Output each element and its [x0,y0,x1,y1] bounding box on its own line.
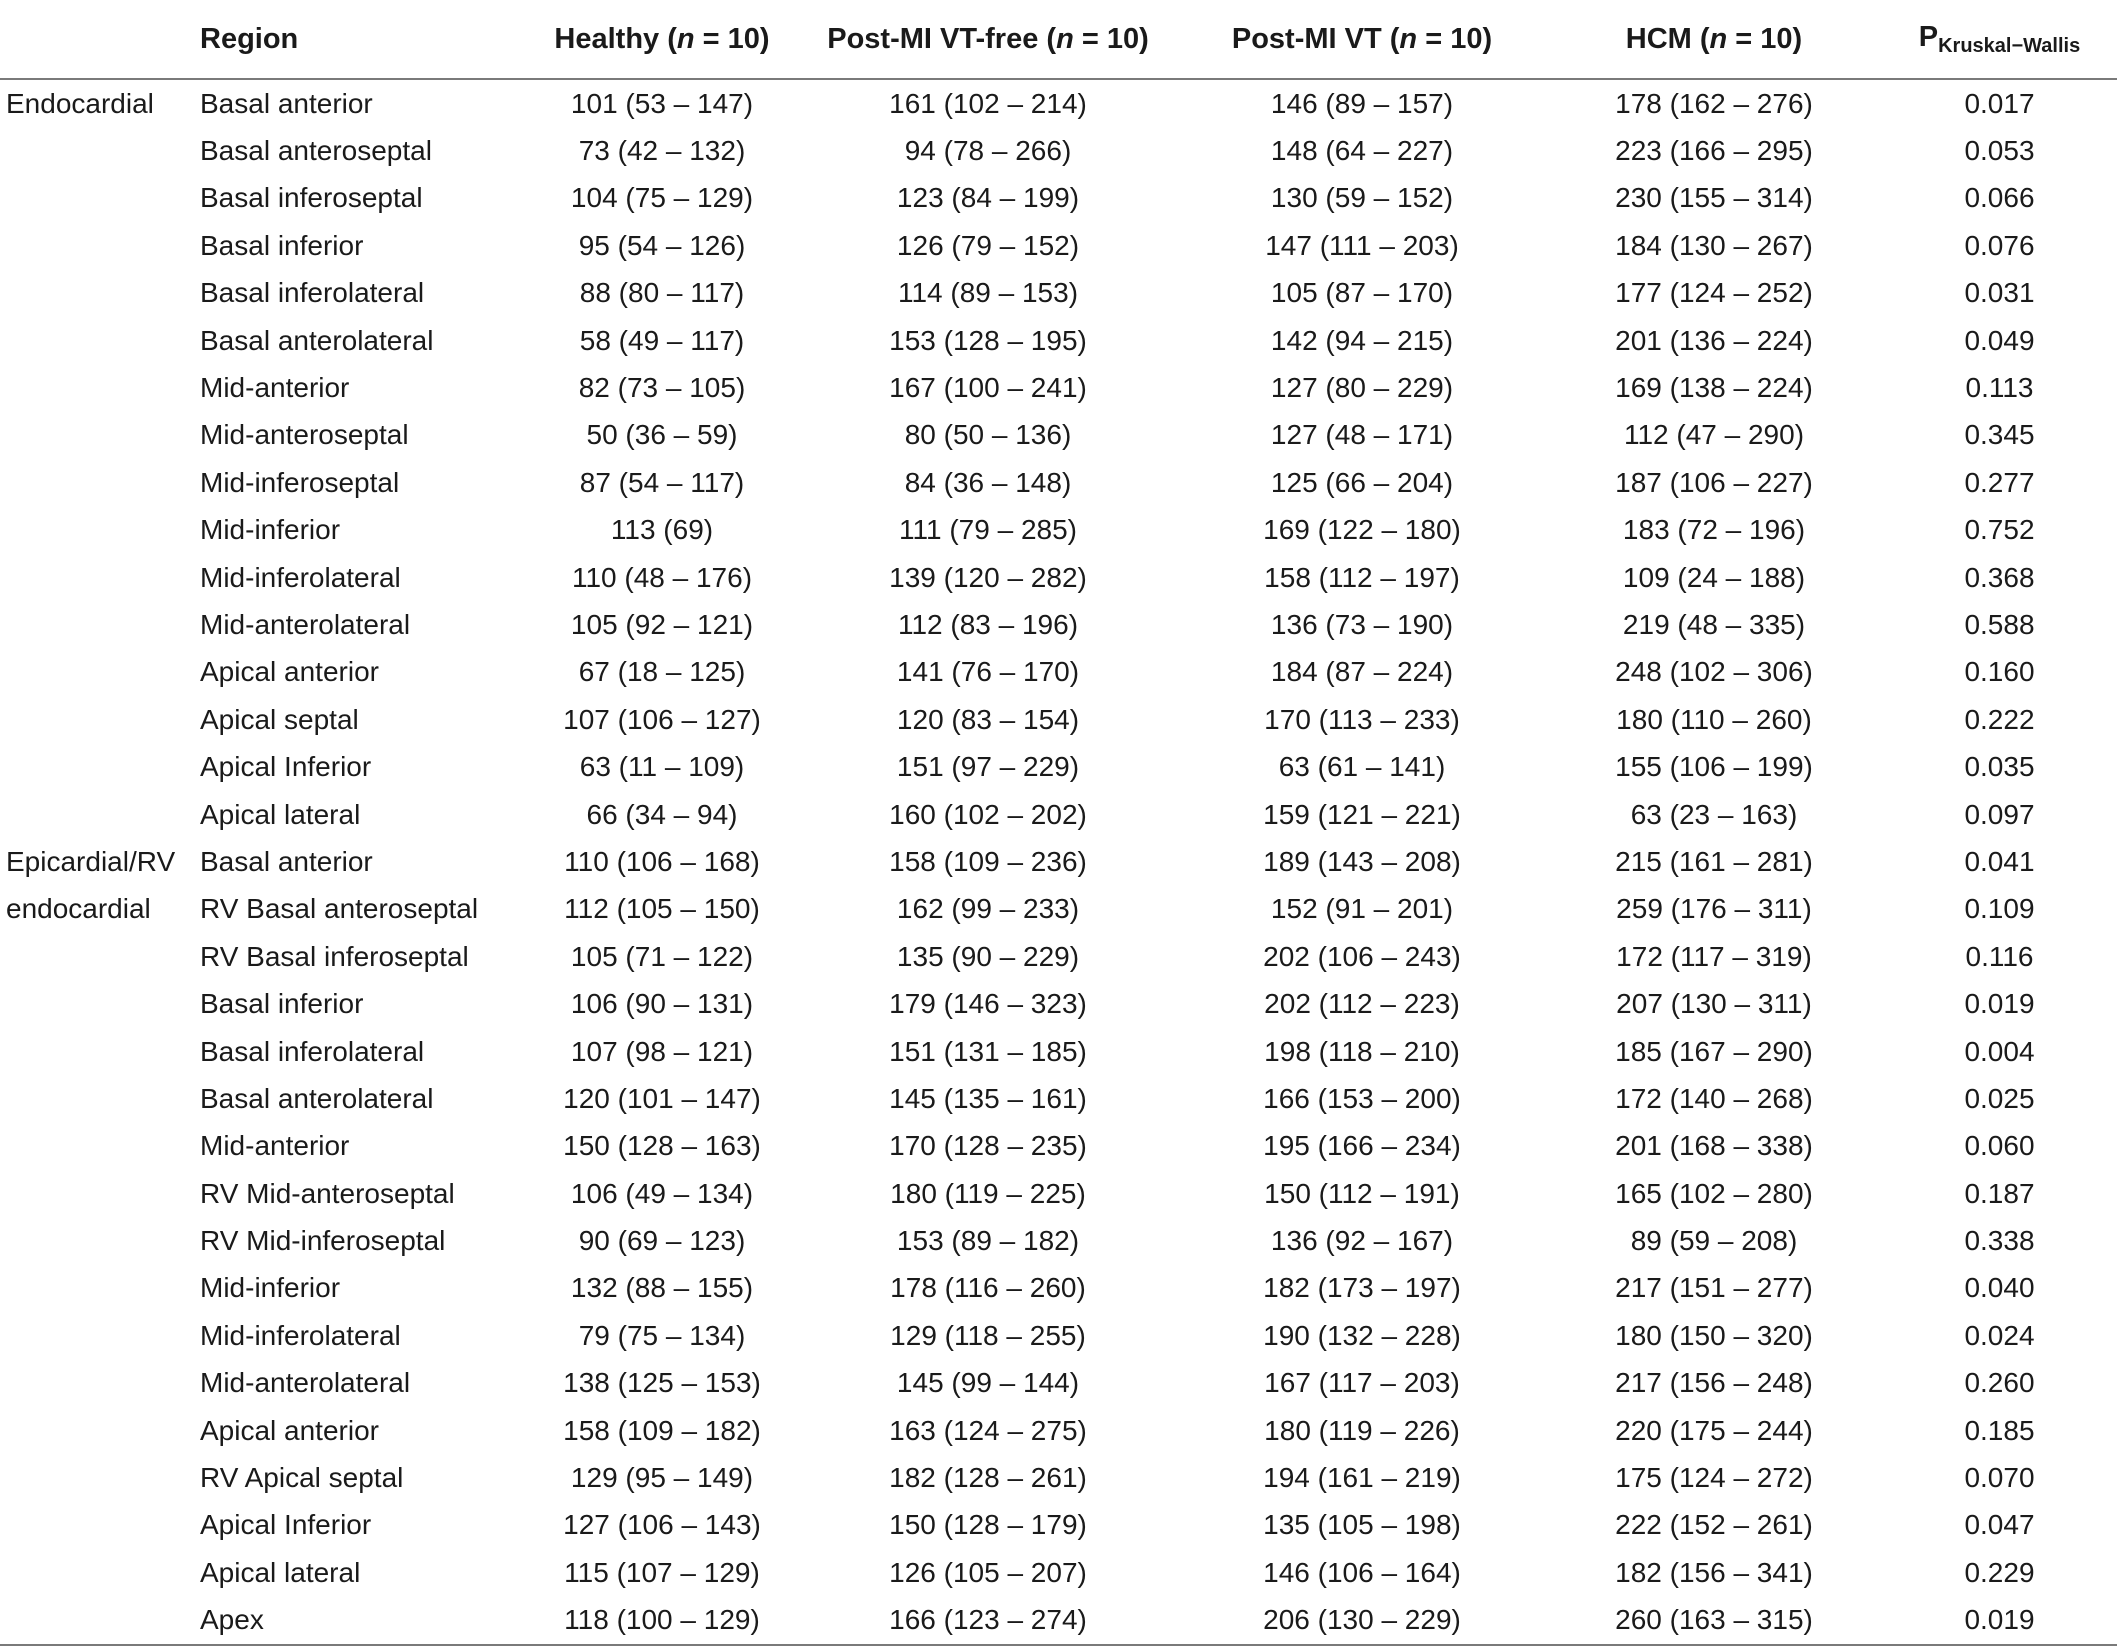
hcm-cell: 180 (150 – 320) [1615,1319,1813,1351]
group-cell [0,1454,196,1501]
table-header [0,0,2117,79]
post-mi-vt-cell: 202 (112 – 223) [1264,988,1460,1020]
healthy-cell: 67 (18 – 125) [578,656,746,688]
post-mi-vt-free-cell: 179 (146 – 323) [889,988,1087,1020]
hcm-cell: 219 (48 – 335) [1622,608,1806,640]
p-value-cell: 0.035 [1964,751,2035,783]
healthy-cell: 106 (49 – 134) [570,1177,754,1209]
healthy-cell: 138 (125 – 153) [563,1367,761,1399]
post-mi-vt-cell: 136 (73 – 190) [1270,608,1454,640]
post-mi-vt-cell: 136 (92 – 167) [1270,1225,1454,1257]
table-row [0,886,2117,933]
region-cell: RV Basal anteroseptal [200,893,479,925]
healthy-cell: 66 (34 – 94) [586,798,738,830]
hcm-cell: 112 (47 – 290) [1623,419,1805,451]
table-row [0,1217,2117,1264]
p-value-cell: 0.040 [1964,1272,2035,1304]
post-mi-vt-cell: 152 (91 – 201) [1270,893,1454,925]
p-value-cell: 0.047 [1964,1509,2035,1541]
healthy-cell: 118 (100 – 129) [526,1597,798,1645]
header-p-kruskal-wallis: $P_{Kruskal-Wallis}$ [1882,0,2117,79]
healthy-cell: 73 (42 – 132) [578,135,746,167]
healthy-cell: 58 (49 – 117) [579,324,745,356]
table-row [0,1075,2117,1122]
post-mi-vt-cell: 127 (80 – 229) [1270,372,1454,404]
hcm-cell: 260 (163 – 315) [1546,1597,1882,1645]
healthy-cell: 79 (75 – 134) [578,1319,746,1351]
p-value-cell: 0.187 [1964,1177,2035,1209]
header-healthy: Healthy (n = 10) [526,0,798,79]
post-mi-vt-cell: 130 (59 – 152) [1270,182,1454,214]
group-cell [0,1360,196,1407]
post-mi-vt-free-cell: 94 (78 – 266) [904,135,1072,167]
header-row [0,0,2117,79]
hcm-cell: 201 (168 – 338) [1615,1130,1813,1162]
table-row [0,507,2117,554]
post-mi-vt-cell: 158 (112 – 197) [1264,561,1460,593]
healthy-cell: 95 (54 – 126) [578,229,746,261]
group-cell [0,364,196,411]
group-cell [0,507,196,554]
healthy-cell: 158 (109 – 182) [563,1414,761,1446]
group-cell [0,1028,196,1075]
p-value-cell: 0.076 [1964,229,2035,261]
post-mi-vt-cell: 63 (61 – 141) [1278,751,1446,783]
region-cell: Mid-inferior [200,514,341,546]
group-cell [0,1075,196,1122]
post-mi-vt-free-cell: 170 (128 – 235) [889,1130,1087,1162]
p-value-cell: 0.070 [1964,1462,2035,1494]
p-value-cell: 0.222 [1964,703,2035,735]
header-post-mi-vt: Post-MI VT (n = 10) [1178,0,1546,79]
post-mi-vt-free-cell: 80 (50 – 136) [904,419,1072,451]
table-row [0,79,2117,127]
table-row [0,791,2117,838]
hcm-cell: 217 (151 – 277) [1615,1272,1813,1304]
p-value-cell: 0.041 [1964,845,2035,877]
region-cell: Basal inferoseptal [200,182,423,214]
post-mi-vt-free-cell: 145 (99 – 144) [896,1367,1080,1399]
p-value-cell: 0.368 [1964,561,2035,593]
table-row [0,222,2117,269]
p-value-cell: 0.017 [1964,87,2035,119]
post-mi-vt-free-cell: 141 (76 – 170) [896,656,1080,688]
table-row [0,696,2117,743]
region-cell: Apical anterior [200,656,379,688]
post-mi-vt-free-cell: 129 (118 – 255) [890,1319,1086,1351]
table-row [0,364,2117,411]
healthy-cell: 127 (106 – 143) [563,1509,761,1541]
post-mi-vt-cell: 195 (166 – 234) [1263,1130,1461,1162]
post-mi-vt-free-cell: 123 (84 – 199) [896,182,1080,214]
healthy-cell: 107 (106 – 127) [563,703,761,735]
region-cell: Basal inferior [200,988,364,1020]
p-value-cell: 0.109 [1964,893,2035,925]
post-mi-vt-free-cell: 180 (119 – 225) [890,1177,1086,1209]
p-value-cell: 0.024 [1964,1319,2035,1351]
hcm-cell: 223 (166 – 295) [1615,135,1813,167]
table-row [0,175,2117,222]
healthy-cell: 88 (80 – 117) [579,277,745,309]
post-mi-vt-free-cell: 153 (128 – 195) [889,324,1087,356]
hcm-cell: 172 (140 – 268) [1615,1082,1813,1114]
region-cell: Basal anteroseptal [200,135,432,167]
p-value-cell: 0.588 [1964,608,2035,640]
group-cell [0,317,196,364]
post-mi-vt-free-cell: 182 (128 – 261) [889,1462,1087,1494]
p-value-cell: 0.229 [1964,1556,2035,1588]
hcm-cell: 172 (117 – 319) [1616,940,1812,972]
region-cell: Basal anterolateral [200,324,434,356]
hcm-cell: 215 (161 – 281) [1615,845,1813,877]
post-mi-vt-cell: 190 (132 – 228) [1263,1319,1461,1351]
healthy-cell: 105 (92 – 121) [570,608,754,640]
post-mi-vt-cell: 159 (121 – 221) [1263,798,1461,830]
group-cell [0,1549,196,1596]
table-row [0,412,2117,459]
table-row [0,1312,2117,1359]
post-mi-vt-free-cell: 126 (105 – 207) [889,1556,1087,1588]
p-value-cell: 0.116 [1965,940,2034,972]
hcm-cell: 259 (176 – 311) [1616,893,1812,925]
p-value-cell: 0.031 [1964,277,2035,309]
hcm-cell: 89 (59 – 208) [1630,1225,1798,1257]
healthy-cell: 112 (105 – 150) [564,893,760,925]
header-hcm: HCM (n = 10) [1546,0,1882,79]
p-value-cell: 0.053 [1964,135,2035,167]
header-group-blank [0,0,196,79]
healthy-cell: 90 (69 – 123) [578,1225,746,1257]
table-row [0,601,2117,648]
hcm-cell: 165 (102 – 280) [1615,1177,1813,1209]
group-cell [0,1502,196,1549]
post-mi-vt-free-cell: 158 (109 – 236) [889,845,1087,877]
region-cell: RV Basal inferoseptal [200,940,469,972]
group-cell [0,459,196,506]
group-cell [0,1217,196,1264]
table-row [0,1360,2117,1407]
p-value-cell: 0.338 [1964,1225,2035,1257]
post-mi-vt-free-cell: 167 (100 – 241) [889,372,1087,404]
hcm-cell: 63 (23 – 163) [1630,798,1798,830]
region-cell: Basal inferolateral [200,1035,425,1067]
post-mi-vt-cell: 146 (106 – 164) [1263,1556,1461,1588]
region-cell: Apical Inferior [200,751,372,783]
post-mi-vt-free-cell: 126 (79 – 152) [896,229,1080,261]
post-mi-vt-cell: 135 (105 – 198) [1263,1509,1461,1541]
hcm-cell: 222 (152 – 261) [1615,1509,1813,1541]
region-cell: RV Mid-inferoseptal [200,1225,446,1257]
table-row [0,1123,2117,1170]
group-cell [0,980,196,1027]
post-mi-vt-cell: 167 (117 – 203) [1264,1367,1460,1399]
post-mi-vt-free-cell: 120 (83 – 154) [896,703,1080,735]
hcm-cell: 184 (130 – 267) [1615,229,1813,261]
group-cell [0,222,196,269]
post-mi-vt-free-cell: 114 (89 – 153) [897,277,1079,309]
post-mi-vt-cell: 182 (173 – 197) [1263,1272,1461,1304]
p-value-cell: 0.025 [1964,1082,2035,1114]
table-row [0,1502,2117,1549]
region-cell: Mid-inferolateral [200,561,401,593]
p-value-cell: 0.097 [1964,798,2035,830]
group-cell: Epicardial/RV [6,845,176,877]
table-row [0,838,2117,885]
table-row [0,649,2117,696]
hcm-cell: 182 (156 – 341) [1615,1556,1813,1588]
healthy-cell: 87 (54 – 117) [579,466,745,498]
table-row [0,1549,2117,1596]
group-cell [0,127,196,174]
healthy-cell: 110 (48 – 176) [571,561,753,593]
post-mi-vt-free-cell: 111 (79 – 285) [899,514,1077,546]
healthy-cell: 101 (53 – 147) [570,87,754,119]
region-cell: Mid-anteroseptal [200,419,409,451]
hcm-cell: 177 (124 – 252) [1615,277,1813,309]
group-cell [0,1265,196,1312]
group-cell [0,601,196,648]
post-mi-vt-free-cell: 163 (124 – 275) [889,1414,1087,1446]
table-row [0,317,2117,364]
p-value-cell: 0.185 [1964,1414,2035,1446]
region-cell: Basal inferior [200,229,364,261]
p-value-cell: 0.019 [1964,988,2035,1020]
post-mi-vt-free-cell: 84 (36 – 148) [904,466,1072,498]
post-mi-vt-cell: 150 (112 – 191) [1264,1177,1460,1209]
region-cell: Basal anterior [200,87,373,119]
table-row [0,1265,2117,1312]
hcm-cell: 169 (138 – 224) [1615,372,1813,404]
table-row [0,933,2117,980]
p-value-cell: 0.004 [1964,1035,2035,1067]
table-body [0,79,2117,1645]
p-value-cell: 0.260 [1964,1367,2035,1399]
region-cell: Apical anterior [200,1414,379,1446]
region-cell: RV Apical septal [200,1462,404,1494]
group-cell [0,696,196,743]
p-value-cell: 0.160 [1964,656,2035,688]
table-row [0,1170,2117,1217]
region-cell: Mid-anterior [200,1130,350,1162]
post-mi-vt-free-cell: 178 (116 – 260) [890,1272,1086,1304]
healthy-cell: 120 (101 – 147) [563,1082,761,1114]
group-cell [0,1170,196,1217]
group-cell [0,791,196,838]
group-cell [0,554,196,601]
healthy-cell: 110 (106 – 168) [564,845,760,877]
table-row [0,554,2117,601]
group-cell: endocardial [6,893,151,925]
p-value-cell: 0.019 [1882,1597,2117,1645]
hcm-cell: 220 (175 – 244) [1615,1414,1813,1446]
group-cell [0,1407,196,1454]
post-mi-vt-free-cell: 151 (131 – 185) [889,1035,1087,1067]
hcm-cell: 187 (106 – 227) [1615,466,1813,498]
post-mi-vt-cell: 202 (106 – 243) [1263,940,1461,972]
region-cell: Apical lateral [200,798,361,830]
p-value-cell: 0.752 [1964,514,2035,546]
table-row [0,1454,2117,1501]
post-mi-vt-free-cell: 166 (123 – 274) [798,1597,1178,1645]
region-cell: Mid-anterolateral [200,608,411,640]
healthy-cell: 63 (11 – 109) [579,751,745,783]
post-mi-vt-free-cell: 112 (83 – 196) [897,608,1079,640]
group-cell [0,933,196,980]
post-mi-vt-cell: 142 (94 – 215) [1270,324,1454,356]
post-mi-vt-cell: 146 (89 – 157) [1270,87,1454,119]
group-cell [0,270,196,317]
hcm-cell: 178 (162 – 276) [1615,87,1813,119]
p-value-cell: 0.113 [1965,372,2034,404]
group-cell [0,1597,196,1645]
hcm-cell: 155 (106 – 199) [1615,751,1813,783]
region-cell: RV Mid-anteroseptal [200,1177,455,1209]
healthy-cell: 106 (90 – 131) [570,988,754,1020]
group-cell [0,175,196,222]
region-cell: Basal inferolateral [200,277,425,309]
p-value-cell: 0.277 [1964,466,2035,498]
hcm-cell: 217 (156 – 248) [1615,1367,1813,1399]
post-mi-vt-free-cell: 153 (89 – 182) [896,1225,1080,1257]
healthy-cell: 105 (71 – 122) [570,940,754,972]
header-post-mi-vt-free: Post-MI VT-free (n = 10) [798,0,1178,79]
group-cell [0,649,196,696]
healthy-cell: 50 (36 – 59) [586,419,738,451]
hcm-cell: 109 (24 – 188) [1622,561,1806,593]
p-value-cell: 0.049 [1964,324,2035,356]
hcm-cell: 185 (167 – 290) [1615,1035,1813,1067]
post-mi-vt-cell: 189 (143 – 208) [1263,845,1461,877]
table-row [0,127,2117,174]
table-row [0,743,2117,790]
hcm-cell: 248 (102 – 306) [1615,656,1813,688]
table-row [0,1028,2117,1075]
healthy-cell: 104 (75 – 129) [570,182,754,214]
healthy-cell: 150 (128 – 163) [563,1130,761,1162]
hcm-cell: 230 (155 – 314) [1615,182,1813,214]
region-cell: Apical septal [200,703,359,735]
hcm-cell: 183 (72 – 196) [1622,514,1806,546]
table-row [0,980,2117,1027]
p-value-cell: 0.066 [1964,182,2035,214]
group-cell: Endocardial [6,87,154,119]
post-mi-vt-cell: 194 (161 – 219) [1263,1462,1461,1494]
hcm-cell: 207 (130 – 311) [1616,988,1812,1020]
post-mi-vt-cell: 125 (66 – 204) [1270,466,1454,498]
healthy-cell: 82 (73 – 105) [578,372,746,404]
hcm-cell: 180 (110 – 260) [1616,703,1812,735]
healthy-cell: 113 (69) [610,514,714,546]
post-mi-vt-free-cell: 145 (135 – 161) [889,1082,1087,1114]
group-cell [0,1312,196,1359]
post-mi-vt-cell: 169 (122 – 180) [1263,514,1461,546]
region-cell: Mid-inferolateral [200,1319,401,1351]
post-mi-vt-cell: 147 (111 – 203) [1265,229,1459,261]
post-mi-vt-free-cell: 161 (102 – 214) [889,87,1087,119]
post-mi-vt-free-cell: 151 (97 – 229) [896,751,1080,783]
header-region: Region [196,0,526,79]
table-row [0,1407,2117,1454]
region-cell: Basal anterolateral [200,1082,434,1114]
post-mi-vt-cell: 105 (87 – 170) [1270,277,1454,309]
group-cell [0,412,196,459]
post-mi-vt-cell: 148 (64 – 227) [1270,135,1454,167]
hcm-cell: 175 (124 – 272) [1615,1462,1813,1494]
healthy-cell: 115 (107 – 129) [564,1556,760,1588]
table-row [0,1597,2117,1645]
table-row [0,459,2117,506]
post-mi-vt-cell: 206 (130 – 229) [1178,1597,1546,1645]
table-row [0,270,2117,317]
post-mi-vt-free-cell: 135 (90 – 229) [896,940,1080,972]
region-cell: Apical Inferior [200,1509,372,1541]
region-cell: Basal anterior [200,845,373,877]
group-cell [0,1123,196,1170]
region-cell: Mid-inferior [200,1272,341,1304]
region-cell: Mid-anterior [200,372,350,404]
group-cell [0,743,196,790]
post-mi-vt-cell: 170 (113 – 233) [1264,703,1460,735]
post-mi-vt-free-cell: 139 (120 – 282) [889,561,1087,593]
p-value-cell: 0.060 [1964,1130,2035,1162]
region-cell: Apical lateral [200,1556,361,1588]
region-cell: Mid-inferoseptal [200,466,400,498]
p-value-cell: 0.345 [1964,419,2035,451]
hcm-cell: 201 (136 – 224) [1615,324,1813,356]
post-mi-vt-cell: 184 (87 – 224) [1270,656,1454,688]
healthy-cell: 129 (95 – 149) [570,1462,754,1494]
post-mi-vt-cell: 198 (118 – 210) [1264,1035,1460,1067]
healthy-cell: 107 (98 – 121) [570,1035,754,1067]
region-cell: Apex [196,1597,526,1645]
post-mi-vt-free-cell: 160 (102 – 202) [889,798,1087,830]
post-mi-vt-cell: 127 (48 – 171) [1270,419,1454,451]
post-mi-vt-free-cell: 150 (128 – 179) [889,1509,1087,1541]
region-cell: Mid-anterolateral [200,1367,411,1399]
healthy-cell: 132 (88 – 155) [570,1272,754,1304]
post-mi-vt-cell: 166 (153 – 200) [1263,1082,1461,1114]
post-mi-vt-free-cell: 162 (99 – 233) [896,893,1080,925]
post-mi-vt-cell: 180 (119 – 226) [1264,1414,1460,1446]
